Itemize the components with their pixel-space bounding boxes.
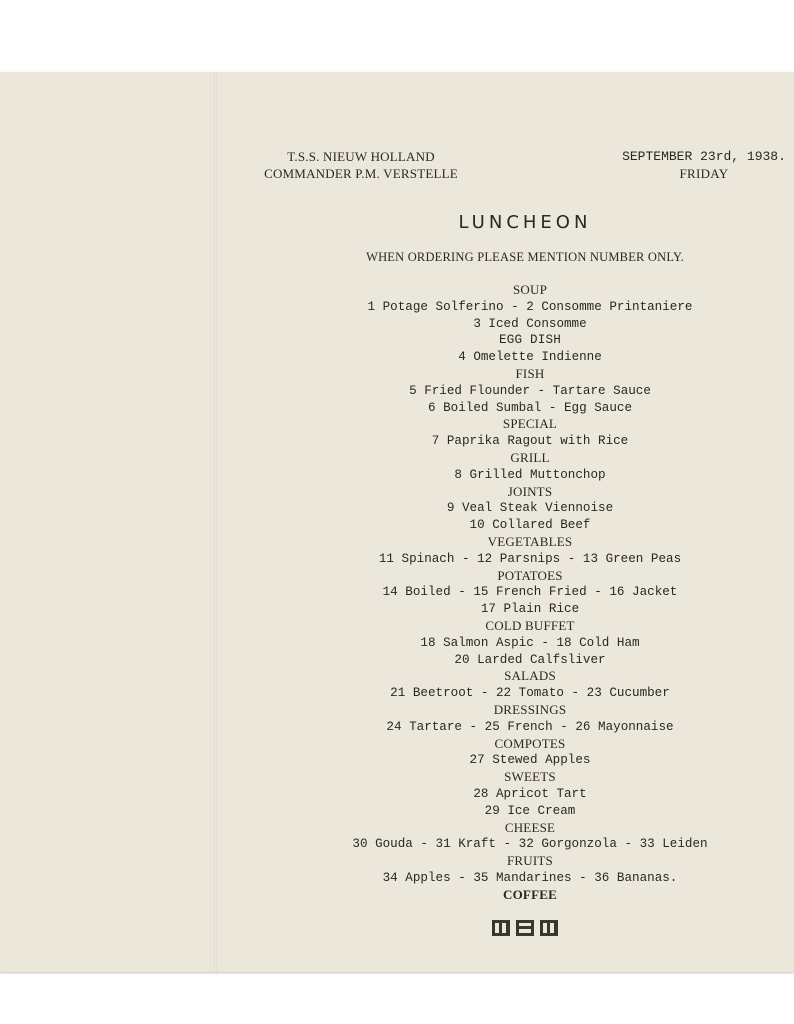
- section-heading-special: SPECIAL: [502, 416, 558, 432]
- ship-name: T.S.S. NIEUW HOLLAND: [287, 149, 435, 164]
- menu-item: 34 Apples - 35 Mandarines - 36 Bananas.: [382, 870, 678, 885]
- menu-item: 7 Paprika Ragout with Rice: [431, 434, 629, 449]
- menu-list: [300, 282, 760, 903]
- section-heading-egg-dish: EGG DISH: [498, 333, 562, 348]
- menu-item: 28 Apricot Tart: [473, 786, 587, 801]
- menu-item: 4 Omelette Indienne: [458, 350, 602, 365]
- menu-item: 27 Stewed Apples: [469, 753, 591, 768]
- section-heading-sweets: SWEETS: [504, 769, 556, 785]
- menu-item: 18 Salmon Aspic - 18 Cold Ham: [420, 635, 640, 650]
- section-heading-salads: SALADS: [504, 668, 556, 684]
- menu-item: 21 Beetroot - 22 Tomato - 23 Cucumber: [390, 686, 670, 701]
- menu-item: 3 Iced Consomme: [473, 316, 587, 331]
- ordering-instruction: WHEN ORDERING PLEASE MENTION NUMBER ONLY.: [366, 250, 684, 264]
- card-fold: [214, 72, 217, 972]
- section-heading-grill: GRILL: [510, 449, 550, 465]
- commander-name: COMMANDER P.M. VERSTELLE: [264, 166, 458, 181]
- section-heading-fruits: FRUITS: [507, 853, 553, 869]
- menu-day: FRIDAY: [679, 166, 729, 181]
- section-heading-cheese: CHEESE: [504, 819, 556, 835]
- menu-item: 11 Spinach - 12 Parsnips - 13 Green Peas: [378, 551, 682, 566]
- section-heading-joints: JOINTS: [507, 483, 553, 499]
- section-heading-cold-buffet: COLD BUFFET: [485, 617, 575, 633]
- menu-item: 8 Grilled Muttonchop: [454, 467, 606, 482]
- section-heading-fish: FISH: [515, 365, 545, 381]
- line-logo: [490, 917, 562, 939]
- date-header: [606, 148, 794, 182]
- section-heading-dressings: DRESSINGS: [493, 701, 567, 717]
- menu-item: 29 Ice Cream: [484, 803, 576, 818]
- page-title: LUNCHEON: [458, 212, 592, 233]
- menu-item: 30 Gouda - 31 Kraft - 32 Gorgonzola - 33 Leiden: [352, 837, 708, 852]
- section-heading-vegetables: VEGETABLES: [487, 533, 573, 549]
- menu-date: SEPTEMBER 23rd, 1938.: [622, 149, 786, 164]
- menu-item: 10 Collared Beef: [469, 518, 591, 533]
- section-heading-potatoes: POTATOES: [497, 567, 563, 583]
- menu-item: 5 Fried Flounder - Tartare Sauce: [409, 383, 651, 398]
- menu-item: 9 Veal Steak Viennoise: [446, 501, 614, 516]
- menu-item: 1 Potage Solferino - 2 Consomme Printaniere: [367, 299, 693, 314]
- menu-card: [0, 72, 794, 972]
- menu-item: 6 Boiled Sumbal - Egg Sauce: [427, 400, 633, 415]
- menu-item: 24 Tartare - 25 French - 26 Mayonnaise: [386, 719, 674, 734]
- section-heading-soup: SOUP: [512, 282, 548, 297]
- menu-item: 17 Plain Rice: [480, 602, 580, 617]
- menu-item: 14 Boiled - 15 French Fried - 16 Jacket: [382, 585, 678, 600]
- section-heading-coffee: COFFEE: [503, 886, 557, 902]
- ship-header: [236, 148, 486, 182]
- menu-item: 20 Larded Calfsliver: [454, 652, 606, 667]
- section-heading-compotes: COMPOTES: [494, 735, 566, 751]
